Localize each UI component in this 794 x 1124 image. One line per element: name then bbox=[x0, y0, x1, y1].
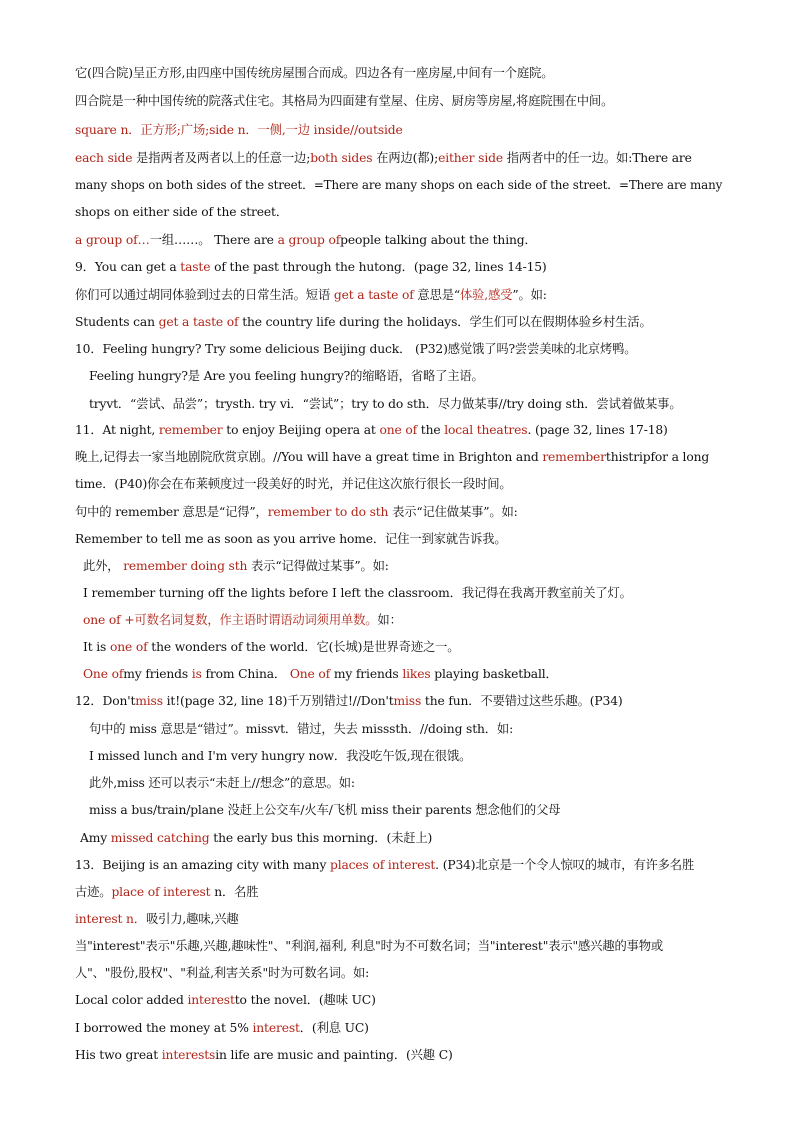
text-segment: 四合院是一种中国传统的院落式住宅。其格局为四面建有堂屋、住房、厨房等房屋,将庭院围在中间。 bbox=[75, 94, 614, 108]
text-line bbox=[75, 991, 376, 1009]
text-line bbox=[89, 774, 355, 792]
text-line bbox=[75, 503, 518, 521]
text-line bbox=[75, 856, 694, 874]
text-line bbox=[75, 937, 663, 955]
text-segment: 此外,miss 还可以表示“未赶上//想念”的意思。如: bbox=[89, 776, 355, 790]
highlighted-term: places of interest bbox=[330, 858, 436, 872]
text-segment: many shops on both sides of the street．=There are many shops on each side of the street．=There are many bbox=[75, 178, 723, 192]
text-segment: from China． bbox=[201, 667, 290, 681]
text-segment: miss a bus/train/plane 没赶上公交车/火车/飞机 miss their parents 想念他们的父母 bbox=[89, 803, 561, 817]
text-segment: . (page 32, lines 17-18) bbox=[527, 423, 668, 437]
highlighted-term: 体验,感受 bbox=[460, 288, 513, 302]
text-line bbox=[75, 340, 636, 358]
text-segment: thistripfor a long bbox=[605, 450, 710, 464]
text-segment: 表示“记住做某事”。如: bbox=[388, 505, 518, 519]
text-segment: 句中的 miss 意思是“错过”。missvt．错过，失去 misssth．//doing sth．如: bbox=[89, 722, 514, 736]
text-segment: 意思是“ bbox=[413, 288, 461, 302]
text-segment: 10．Feeling hungry? Try some delicious Beijing duck． (P32)感觉饿了吗?尝尝美味的北京烤鸭。 bbox=[75, 342, 637, 356]
highlighted-term: interest bbox=[187, 993, 235, 1007]
highlighted-term: one of bbox=[379, 423, 418, 437]
text-segment: to the novel．(趣味 UC) bbox=[234, 993, 376, 1007]
highlighted-term: likes bbox=[402, 667, 431, 681]
text-segment: shops on either side of the street． bbox=[75, 205, 288, 219]
highlighted-term: missed catching bbox=[110, 831, 210, 845]
highlighted-term: inside//outside bbox=[309, 123, 403, 137]
text-segment: playing basketball． bbox=[430, 667, 558, 681]
highlighted-term: a group of… bbox=[75, 233, 150, 247]
text-segment: 11．At night, bbox=[75, 423, 159, 437]
highlighted-term: One of bbox=[289, 667, 331, 681]
text-segment: 如： bbox=[377, 613, 402, 627]
text-line bbox=[83, 638, 459, 656]
text-line bbox=[75, 1046, 453, 1064]
text-line bbox=[75, 258, 547, 276]
text-segment: 12．Don't bbox=[75, 694, 136, 708]
highlighted-term: each side bbox=[75, 151, 133, 165]
highlighted-term: local theatres bbox=[444, 423, 528, 437]
text-segment: of the past through the hutong．(page 32, lines 14-15) bbox=[210, 260, 547, 274]
highlighted-term: remember bbox=[542, 450, 606, 464]
highlighted-term: get a taste of bbox=[158, 315, 239, 329]
text-segment: my friends bbox=[330, 667, 403, 681]
text-segment: time．(P40)你会在布莱顿度过一段美好的时光，并记住这次旅行很长一段时间。 bbox=[75, 477, 512, 491]
text-segment: the fun．不要错过这些乐趣。(P34) bbox=[421, 694, 623, 708]
text-segment: my friends bbox=[123, 667, 192, 681]
text-segment: Feeling hungry?是 Are you feeling hungry?的缩略语，省略了主语。 bbox=[89, 369, 484, 383]
highlighted-term: either side bbox=[438, 151, 503, 165]
text-line bbox=[75, 64, 553, 82]
text-line bbox=[75, 530, 507, 548]
text-segment: 是指两者及两者以上的任意一边; bbox=[132, 151, 311, 165]
highlighted-term: remember bbox=[158, 423, 223, 437]
text-segment: I borrowed the money at 5% bbox=[75, 1021, 253, 1035]
text-segment: the early bus this morning．(未赶上) bbox=[209, 831, 433, 845]
text-segment: 古迹。 bbox=[75, 885, 112, 899]
text-segment: 指两者中的任一边。如:There are bbox=[502, 151, 692, 165]
text-segment: 晚上,记得去一家当地剧院欣赏京剧。//You will have a great time in Brighton and bbox=[75, 450, 543, 464]
text-line bbox=[75, 421, 668, 439]
text-segment: 你们可以通过胡同体验到过去的日常生活。短语 bbox=[75, 288, 334, 302]
text-segment: ”。如: bbox=[512, 288, 547, 302]
text-segment: 人"、"股份,股权"、"利益,利害关系"时为可数名词。如: bbox=[75, 966, 370, 980]
highlighted-term: remember to do sth bbox=[267, 505, 389, 519]
highlighted-term: square n．正方形;广场; bbox=[75, 123, 210, 137]
text-line bbox=[75, 92, 613, 110]
text-segment: 此外， bbox=[83, 559, 124, 573]
highlighted-term: is bbox=[191, 667, 202, 681]
text-segment: people talking about the thing． bbox=[340, 233, 537, 247]
text-line bbox=[75, 964, 369, 982]
text-segment: the country life during the holidays．学生们可以在假期体验乡村生活。 bbox=[238, 315, 652, 329]
text-line bbox=[83, 611, 402, 629]
highlighted-term: interest n． bbox=[75, 912, 146, 926]
highlighted-term: miss bbox=[135, 694, 163, 708]
text-segment: . (P34)北京是一个令人惊叹的城市，有许多名胜 bbox=[435, 858, 695, 872]
text-line bbox=[83, 584, 632, 602]
highlighted-term: remember doing sth bbox=[123, 559, 248, 573]
text-segment: Local color added bbox=[75, 993, 188, 1007]
text-line bbox=[75, 231, 537, 249]
text-line bbox=[75, 692, 623, 710]
text-segment: in life are music and painting．(兴趣 C) bbox=[215, 1048, 453, 1062]
text-segment: the bbox=[417, 423, 445, 437]
text-line bbox=[75, 121, 403, 139]
text-segment: 在两边(都); bbox=[372, 151, 439, 165]
highlighted-term: place of interest bbox=[111, 885, 211, 899]
text-segment: 句中的 remember 意思是“记得”， bbox=[75, 505, 268, 519]
text-line bbox=[75, 149, 692, 167]
text-segment: 13．Beijing is an amazing city with many bbox=[75, 858, 330, 872]
text-segment: 表示“记得做过某事”。如: bbox=[247, 559, 389, 573]
highlighted-term: taste bbox=[180, 260, 211, 274]
text-segment: the wonders of the world．它(长城)是世界奇迹之一。 bbox=[147, 640, 460, 654]
text-line bbox=[83, 665, 558, 683]
highlighted-term: one of bbox=[109, 640, 148, 654]
text-segment: 一组……。 There are bbox=[149, 233, 278, 247]
text-line bbox=[75, 176, 722, 194]
highlighted-term: both sides bbox=[310, 151, 373, 165]
text-line bbox=[75, 1019, 369, 1037]
highlighted-term: interests bbox=[161, 1048, 216, 1062]
highlighted-term: One of bbox=[83, 667, 124, 681]
text-line bbox=[75, 313, 652, 331]
text-line bbox=[89, 747, 471, 765]
text-segment: to enjoy Beijing opera at bbox=[222, 423, 380, 437]
text-segment: Students can bbox=[75, 315, 159, 329]
highlighted-term: interest bbox=[252, 1021, 300, 1035]
text-segment: Amy bbox=[80, 831, 111, 845]
highlighted-term: one of +可数名词复数，作主语时谓语动词须用单数。 bbox=[83, 613, 378, 627]
text-line bbox=[89, 395, 681, 413]
text-line bbox=[80, 829, 432, 847]
text-segment: it!(page 32, line 18)千万别错过!//Don't bbox=[162, 694, 394, 708]
text-segment: I remember turning off the lights before I left the classroom．我记得在我离开教室前关了灯。 bbox=[83, 586, 632, 600]
text-line bbox=[75, 286, 547, 304]
highlighted-term: a group of bbox=[277, 233, 341, 247]
text-segment: tryvt．“尝试、品尝”；trysth. try vi．“尝试”；try to do sth．尽力做某事//try doing sth．尝试着做某事。 bbox=[89, 397, 682, 411]
text-line bbox=[83, 557, 389, 575]
text-segment: 吸引力,趣味,兴趣 bbox=[145, 912, 239, 926]
text-line bbox=[75, 448, 709, 466]
text-line bbox=[75, 203, 288, 221]
text-segment: I missed lunch and I'm very hungry now．我没吃午饭,现在很饿。 bbox=[89, 749, 472, 763]
text-line bbox=[89, 367, 484, 385]
text-segment: Remember to tell me as soon as you arrive home．记住一到家就告诉我。 bbox=[75, 532, 507, 546]
highlighted-term: miss bbox=[393, 694, 422, 708]
text-segment: ．(利息 UC) bbox=[299, 1021, 369, 1035]
text-segment: 它(四合院)呈正方形,由四座中国传统房屋围合而成。四边各有一座房屋,中间有一个庭院。 bbox=[75, 66, 554, 80]
text-line bbox=[75, 883, 258, 901]
text-segment: n．名胜 bbox=[210, 885, 259, 899]
text-line bbox=[75, 910, 239, 928]
text-segment: 9．You can get a bbox=[75, 260, 181, 274]
text-line bbox=[89, 801, 560, 819]
text-segment: 当"interest"表示"乐趣,兴趣,趣味性"、"利润,福利, 利息"时为不可数名词；当"interest"表示"感兴趣的事物或 bbox=[75, 939, 664, 953]
highlighted-term: side n．一侧,一边 bbox=[209, 123, 310, 137]
text-segment: It is bbox=[83, 640, 110, 654]
text-line bbox=[75, 475, 512, 493]
text-line bbox=[89, 720, 513, 738]
highlighted-term: get a taste of bbox=[333, 288, 414, 302]
text-segment: His two great bbox=[75, 1048, 162, 1062]
